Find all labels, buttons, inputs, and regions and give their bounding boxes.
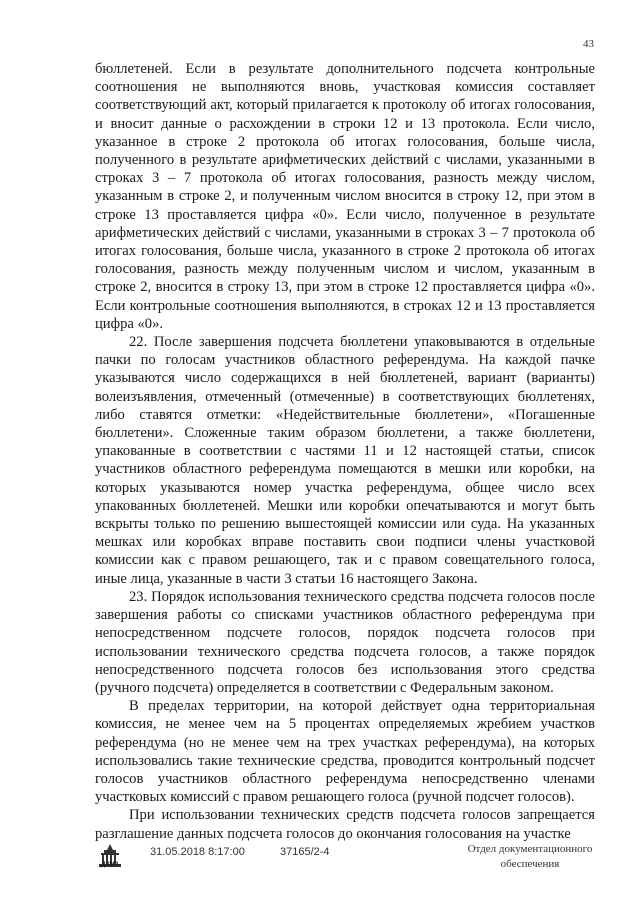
- logo-caption: ДУМА: [101, 862, 119, 868]
- paragraph-disclosure-ban: При использовании технических средств подсчета голосов запрещается разглашение данных подсчета голосов до окончания голосования на участке: [95, 807, 595, 842]
- paragraph-item-23: 23. Порядок использования технического средства подсчета голосов после завершения работы со списками участников областного референдума при непосредственном подсчете голосов, порядок подсчета голосов при использовании технического средства подсчета голосов, а также порядок непосредственного подсчета голосов без использования этого средства (ручного подсчета) определяется в соответствии с Федеральным законом.: [95, 588, 595, 696]
- document-body: [95, 60, 595, 843]
- footer-department-line2: обеспечения: [500, 858, 560, 870]
- footer-datetime: 31.05.2018 8:17:00: [150, 846, 245, 858]
- paragraph-continuation: бюллетеней. Если в результате дополнительного подсчета контрольные соотношения не выполняются вновь, участковая комиссия составляет соответствующий акт, который прилагается к протоколу об итогах голосования, и вносит данные о расхождении в строки 12 и 13 протокола. Если число, указанное в строке 2 протокола об итогах голосования, больше числа, полученного в результате арифметических действий с числами, указанными в строках 3 – 7 протокола об итогах голосования, разность между числом, указанным в строке 2, и полученным числом вносится в строку 12, при этом в строке 13 проставляется цифра «0». Если число, полученное в результате арифметических действий с числами, указанными в строках 3 – 7 протокола об итогах голосования, больше числа, указанного в строке 2 протокола об итогах голосования, разность между полученным числом и числом, указанным в строке 2, вносится в строку 13, при этом в строке 12 проставляется цифра «0». Если контрольные соотношения выполняются, в строках 12 и 13 проставляется цифра «0».: [95, 61, 595, 332]
- footer-department-line1: Отдел документационного: [467, 843, 593, 855]
- paragraph-control-count: В пределах территории, на которой действует одна территориальная комиссия, не менее чем на 5 процентах определяемых жребием участков референдума (но не менее чем на трех участках референдума), на которых использовались такие технические средства, проводится контрольный подсчет голосов участников областного референдума непосредственно членами участковых комиссий с правом решающего голоса (ручной подсчет голосов).: [95, 698, 595, 806]
- footer-doc-number: 37165/2-4: [280, 846, 330, 858]
- paragraph-item-22: 22. После завершения подсчета бюллетени упаковываются в отдельные пачки по голосам участников областного референдума. На каждой пачке указываются число содержащихся в ней бюллетеней, вариант (варианты) волеизъявления, отмеченный (отмеченные) в соответствующих бюллетенях, либо ставятся отметки: «Недействительные бюллетени», «Погашенные бюллетени». Сложенные таким образом бюллетени, а также бюллетени, упакованные в соответствии с частями 11 и 12 настоящей статьи, список участников областного референдума помещаются в мешки или коробки, на которых указываются номер участка референдума, общее число всех упакованных бюллетеней. Мешки или коробки опечатываются и могут быть вскрыты только по решению вышестоящей комиссии или суда. На указанных мешках или коробках вправе поставить свои подписи члены участковой комиссии как с правом решающего, так и с правом совещательного голоса, иные лица, указанные в части 3 статьи 16 настоящего Закона.: [95, 334, 595, 587]
- footer-department: [450, 842, 610, 872]
- page-number: 43: [583, 38, 594, 50]
- page-footer: [95, 834, 605, 884]
